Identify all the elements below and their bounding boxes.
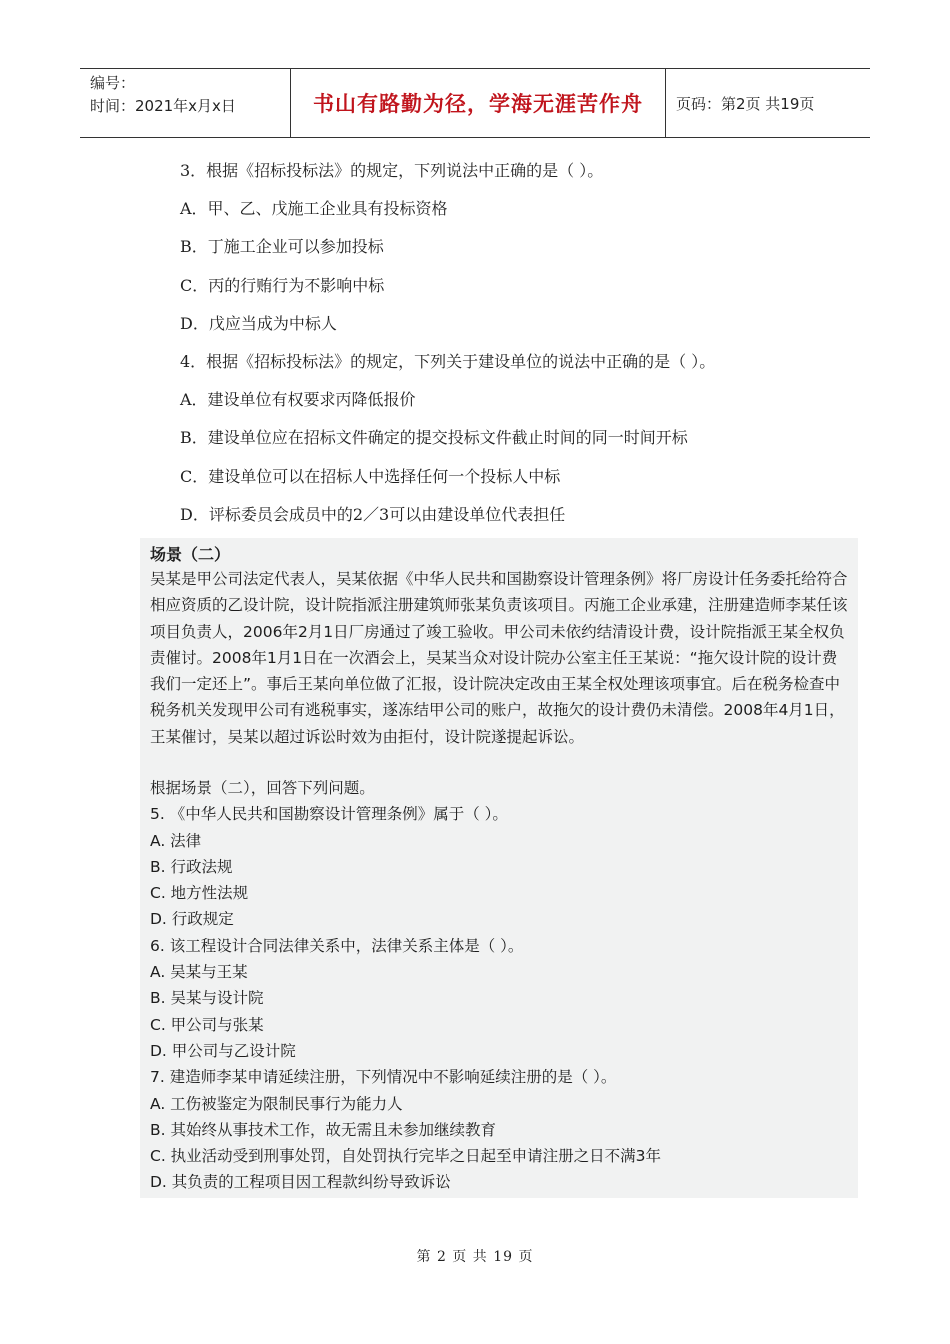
option-6d: D. 甲公司与乙设计院 (150, 1041, 296, 1060)
scenario-title: 场景（二） (150, 545, 231, 564)
question-5: 5. 《中华人民共和国勘察设计管理条例》属于（ ）。 (150, 805, 508, 824)
option-5a: A. 法律 (150, 831, 202, 850)
option-4d: D．评标委员会成员中的2／3可以由建设单位代表担任 (180, 504, 566, 524)
scenario-questions (150, 775, 850, 1196)
option-3b: B．丁施工企业可以参加投标 (180, 237, 384, 257)
option-6a: A. 吴某与王某 (150, 963, 248, 982)
header-motto: 书山有路勤为径，学海无涯苦作舟 (313, 91, 643, 116)
page-header (80, 68, 870, 138)
question-6: 6. 该工程设计合同法律关系中，法律关系主体是（ ）。 (150, 936, 524, 955)
time-label: 时间：2021年x月x日 (90, 97, 236, 115)
header-page-info: 页码：第2页 共19页 (676, 94, 815, 113)
option-7a: A. 工伤被鉴定为限制民事行为能力人 (150, 1094, 403, 1113)
question-3: 3．根据《招标投标法》的规定，下列说法中正确的是（ ）。 (180, 161, 604, 180)
header-meta (80, 69, 291, 137)
option-5d: D. 行政规定 (150, 910, 234, 929)
option-6c: C. 甲公司与张某 (150, 1015, 264, 1034)
option-7c: C. 执业活动受到刑事处罚，自处罚执行完毕之日起至申请注册之日不满3年 (150, 1147, 662, 1166)
question-list (180, 152, 880, 534)
number-label: 编号： (90, 74, 136, 92)
option-3a: A．甲、乙、戊施工企业具有投标资格 (180, 199, 448, 219)
option-6b: B. 吴某与设计院 (150, 989, 264, 1008)
header-motto-cell (291, 69, 666, 137)
option-5b: B. 行政法规 (150, 857, 233, 876)
option-3c: C．丙的行贿行为不影响中标 (180, 275, 385, 295)
page-footer: 第 2 页 共 19 页 (416, 1249, 534, 1265)
scenario-intro: 根据场景（二），回答下列问题。 (150, 779, 375, 797)
scanned-scenario-image (140, 538, 858, 1198)
question-4: 4．根据《招标投标法》的规定，下列关于建设单位的说法中正确的是（ ）。 (180, 352, 716, 372)
scenario-text: 吴某是甲公司法定代表人，吴某依据《中华人民共和国勘察设计管理条例》将厂房设计任务委托给符合相应资质的乙设计院，设计院指派注册建筑师张某负责该项目。丙施工企业承建，注册建造师李某任该项目负责人，2006年2月1日厂房通过了竣工验收。甲公司未依约结清设计费，设计院指派王某全权负责催讨。2008年1月1日在一次酒会上，吴某当众对设计院办公室主任王某说：“拖欠设计院的设计费我们一定还上”。事后王某向单位做了汇报，设计院决定改由王某全权处理该项事宜。后在税务检查中税务机关发现甲公司有逃税事实，遂冻结甲公司的账户，故拖欠的设计费仍未清偿。2008年4月1日，王某催讨，吴某以超过诉讼时效为由拒付，设计院遂提起诉讼。 (150, 570, 848, 746)
option-5c: C. 地方性法规 (150, 884, 249, 903)
question-7: 7. 建造师李某申请延续注册，下列情况中不影响延续注册的是（ ）。 (150, 1068, 617, 1087)
option-4b: B．建设单位应在招标文件确定的提交投标文件截止时间的同一时间开标 (180, 428, 688, 448)
option-7d: D. 其负责的工程项目因工程款纠纷导致诉讼 (150, 1173, 451, 1192)
option-3d: D．戊应当成为中标人 (180, 313, 337, 333)
option-4c: C．建设单位可以在招标人中选择任何一个投标人中标 (180, 466, 561, 486)
option-4a: A．建设单位有权要求丙降低报价 (180, 390, 416, 410)
option-7b: B. 其始终从事技术工作，故无需且未参加继续教育 (150, 1120, 496, 1139)
